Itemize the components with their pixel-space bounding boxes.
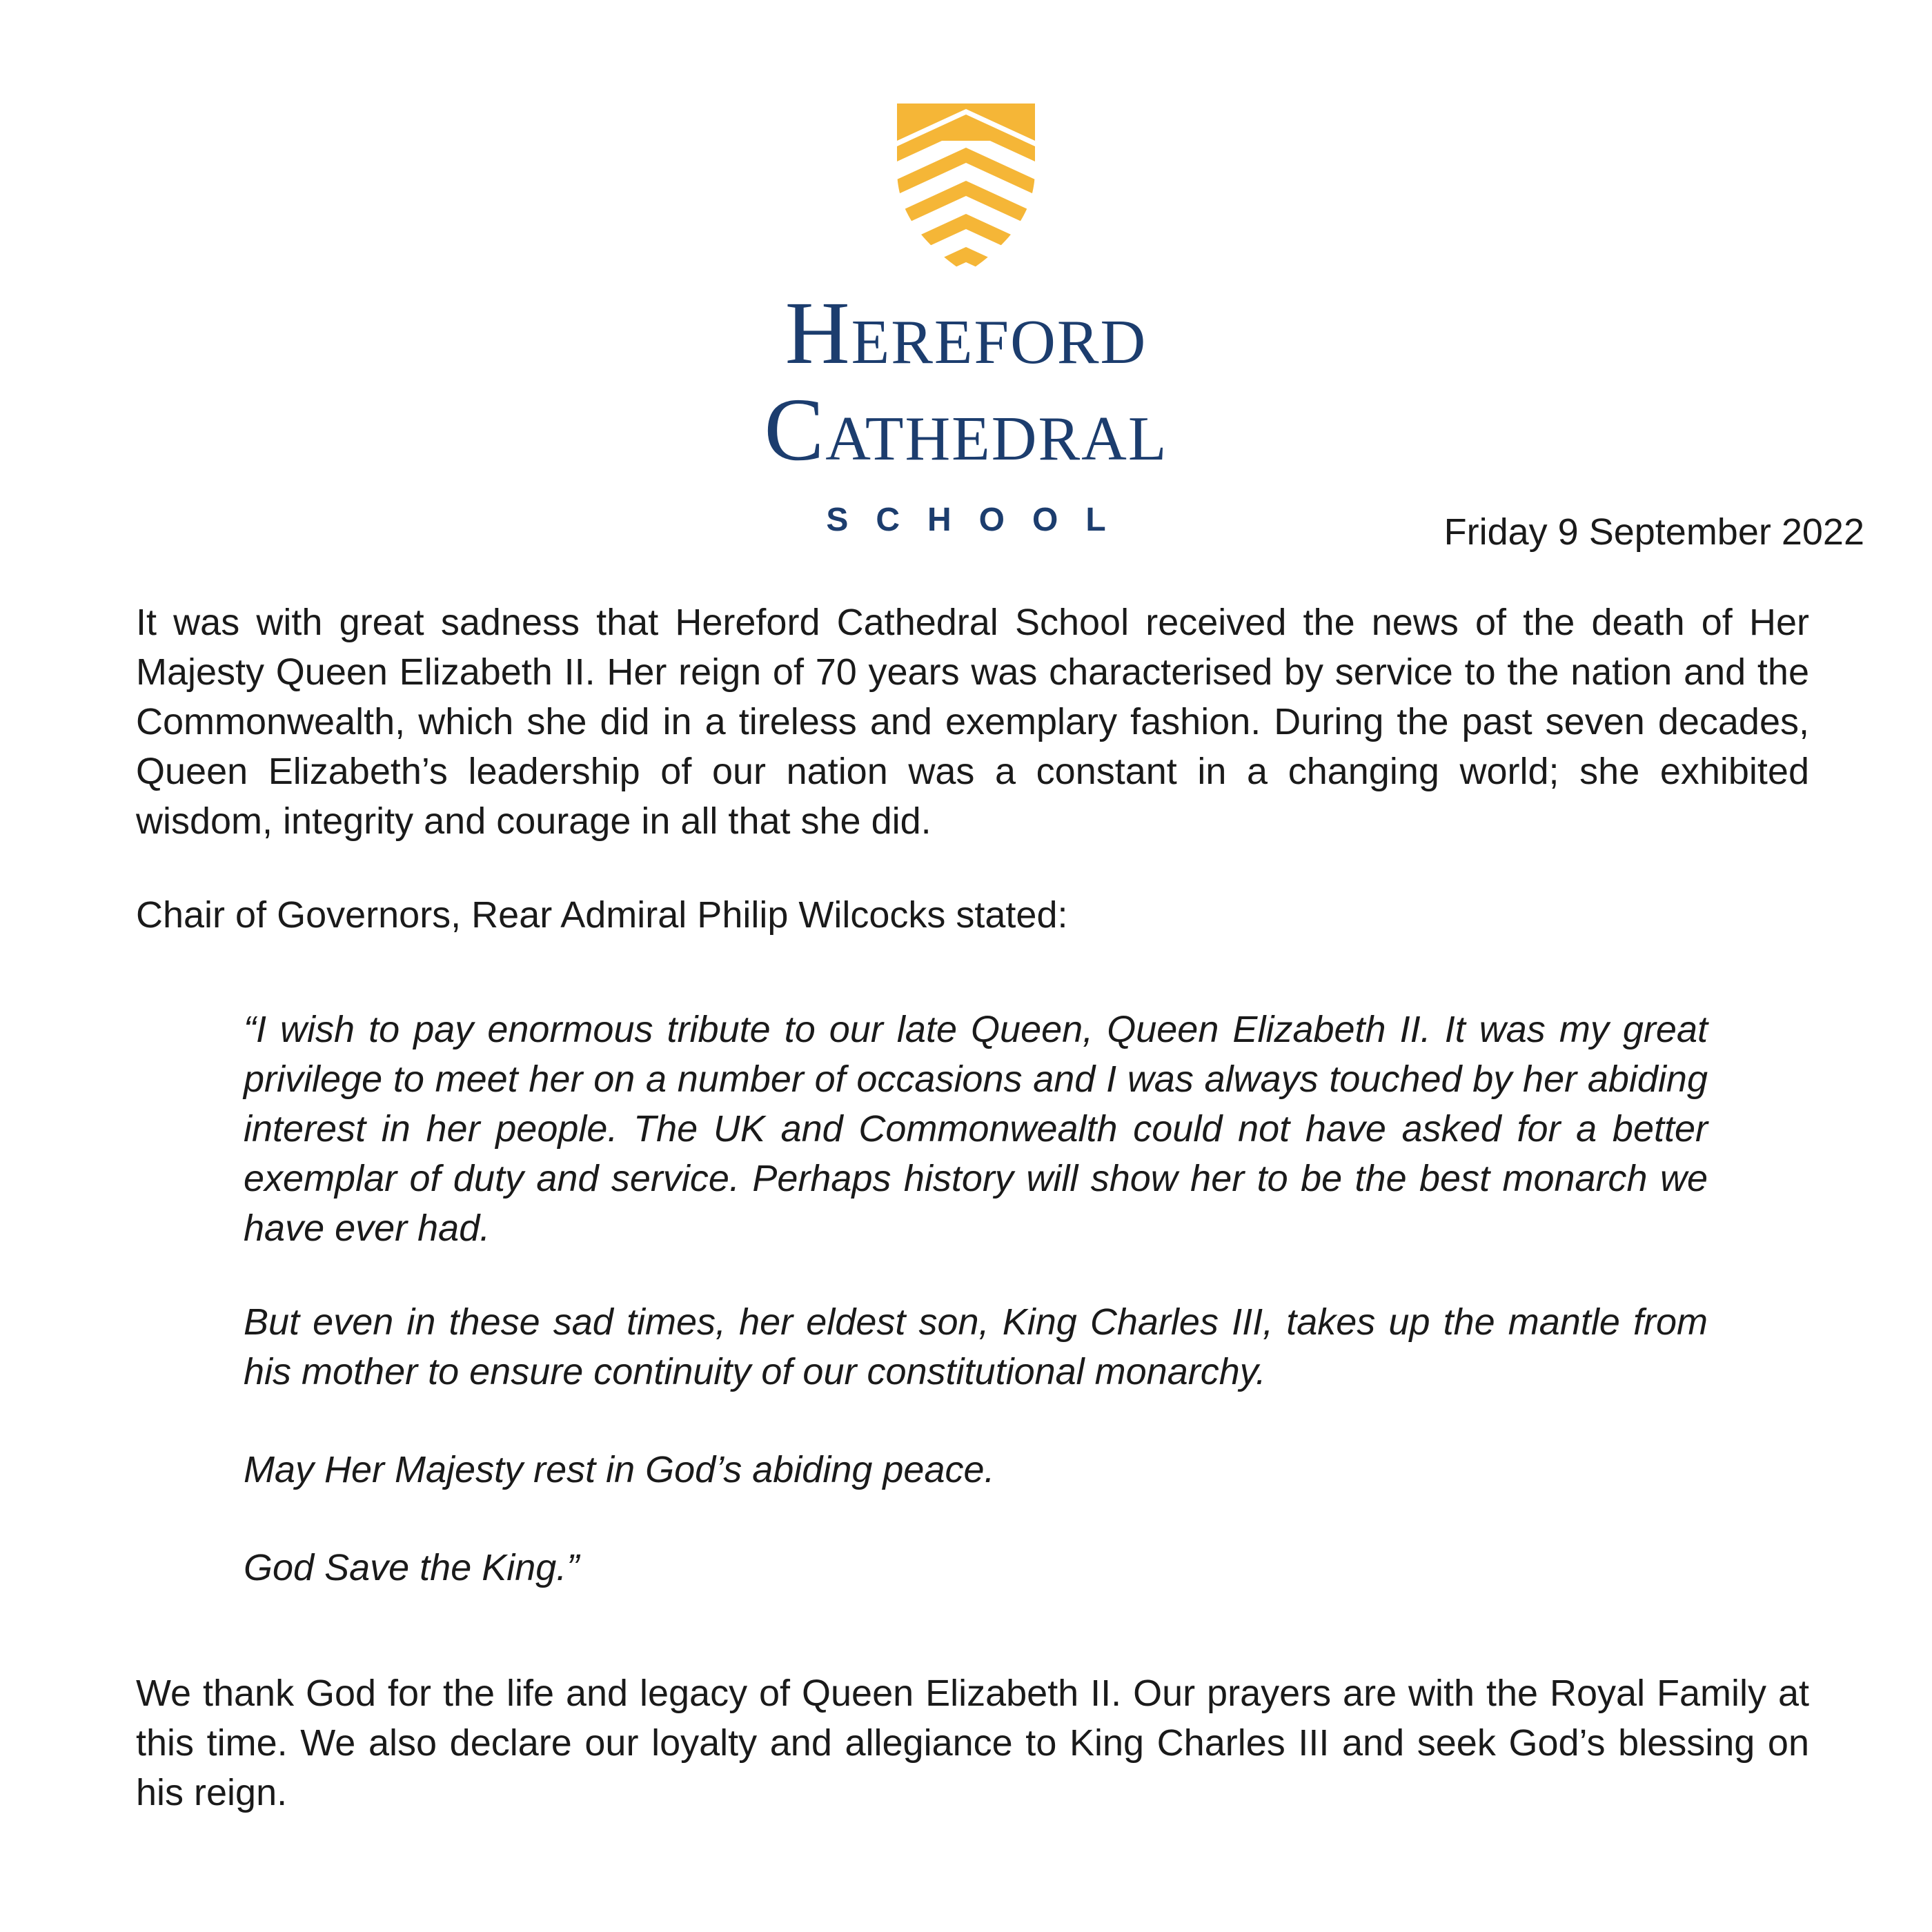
wordmark-line-hereford: Hereford xyxy=(785,284,1147,383)
school-logo xyxy=(690,103,1242,537)
wordmark-line-cathedral: Cathedral xyxy=(764,380,1168,480)
letter-date: Friday 9 September 2022 xyxy=(1443,511,1864,553)
quote-paragraph-god-save-the-king: God Save the King.” xyxy=(244,1547,580,1588)
wordmark-line-school: SCHOOL xyxy=(826,502,1134,538)
quote-paragraph-rest-in-peace: May Her Majesty rest in God’s abiding peace. xyxy=(244,1449,995,1490)
school-wordmark xyxy=(690,284,1242,538)
chair-intro-paragraph: Chair of Governors, Rear Admiral Philip Wilcocks stated: xyxy=(136,894,1068,936)
closing-paragraph: We thank God for the life and legacy of Queen Elizabeth II. Our prayers are with the Royal Family at this time. We also declare our loyalty and allegiance to King Charles III and seek God’s blessing on his reign. xyxy=(136,1673,1809,1813)
quote-paragraph-tribute: “I wish to pay enormous tribute to our late Queen, Queen Elizabeth II. It was my great privilege to meet her on a number of occasions and I was always touched by her abiding interest in her people. The UK and Commonwealth could not have asked for a better exemplar of duty and service. Perhaps history will show her to be the best monarch we have ever had. xyxy=(244,1009,1708,1249)
intro-paragraph: It was with great sadness that Hereford Cathedral School received the news of the death of Her Majesty Queen Elizabeth II. Her reign of 70 years was characterised by service to the nation and the Commonwealth, which she did in a tireless and exemplary fashion. During the past seven decades, Queen Elizabeth’s leadership of our nation was a constant in a changing world; she exhibited wisdom, integrity and courage in all that she did. xyxy=(136,602,1809,842)
shield-crest-icon xyxy=(897,103,1035,273)
quote-paragraph-succession: But even in these sad times, her eldest son, King Charles III, takes up the mantle from his mother to ensure continuity of our constitutional monarchy. xyxy=(244,1301,1708,1392)
